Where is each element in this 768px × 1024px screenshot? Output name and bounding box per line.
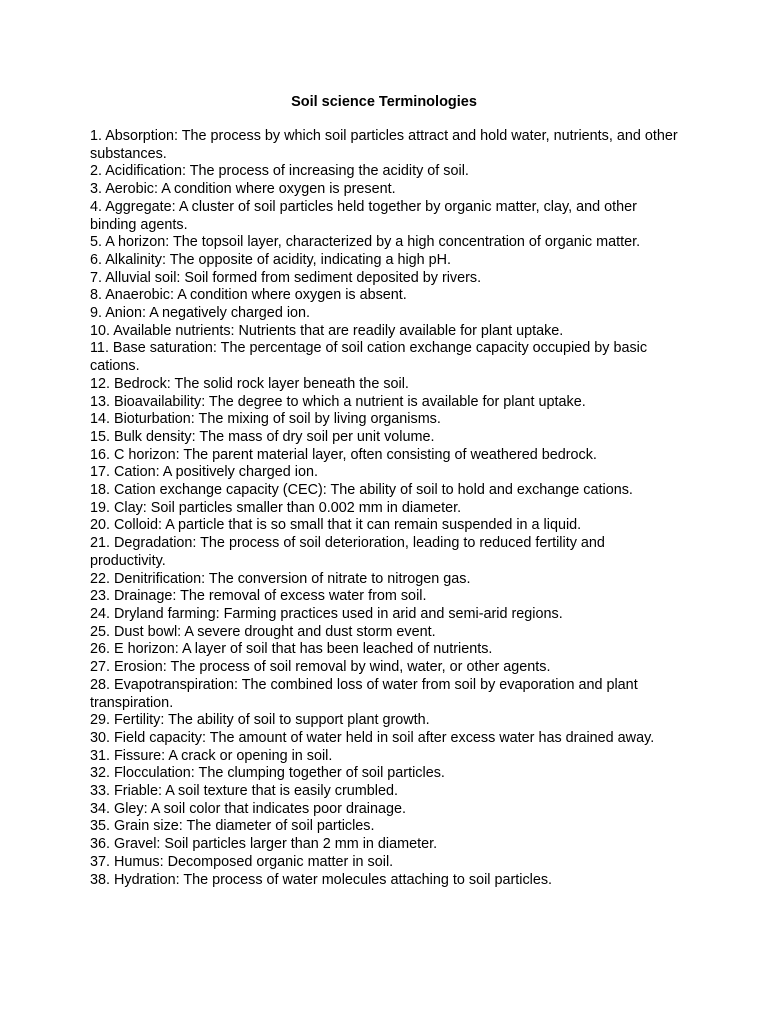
term-item: 32. Flocculation: The clumping together of soil particles.: [90, 765, 445, 782]
term-item: 36. Gravel: Soil particles larger than 2 mm in diameter.: [90, 836, 438, 853]
term-item: 2. Acidification: The process of increasing the acidity of soil.: [90, 163, 469, 180]
term-item: 11. Base saturation: The percentage of soil cation exchange capacity occupied by basic cations.: [90, 340, 648, 375]
term-item: 37. Humus: Decomposed organic matter in soil.: [90, 853, 394, 870]
term-item: 35. Grain size: The diameter of soil particles.: [90, 818, 375, 835]
term-item: 1. Absorption: The process by which soil particles attract and hold water, nutrients, and other substances.: [90, 128, 678, 162]
term-item: 5. A horizon: The topsoil layer, characterized by a high concentration of organic matter.: [90, 234, 641, 251]
term-item: 13. Bioavailability: The degree to which a nutrient is available for plant uptake.: [90, 393, 586, 410]
term-item: 28. Evapotranspiration: The combined loss of water from soil by evaporation and plant transpiration.: [90, 676, 638, 711]
term-item: 12. Bedrock: The solid rock layer beneath the soil.: [90, 375, 409, 392]
term-item: 33. Friable: A soil texture that is easily crumbled.: [90, 783, 398, 800]
term-item: 21. Degradation: The process of soil deterioration, leading to reduced fertility and productivity.: [90, 535, 605, 569]
term-item: 8. Anaerobic: A condition where oxygen is absent.: [90, 287, 407, 304]
term-item: 15. Bulk density: The mass of dry soil per unit volume.: [90, 428, 435, 445]
term-item: 26. E horizon: A layer of soil that has been leached of nutrients.: [90, 641, 493, 658]
term-item: 7. Alluvial soil: Soil formed from sediment deposited by rivers.: [90, 269, 482, 286]
term-item: 16. C horizon: The parent material layer, often consisting of weathered bedrock.: [90, 446, 597, 463]
term-item: 38. Hydration: The process of water molecules attaching to soil particles.: [90, 871, 553, 888]
term-item: 25. Dust bowl: A severe drought and dust storm event.: [90, 623, 436, 640]
term-item: 22. Denitrification: The conversion of nitrate to nitrogen gas.: [90, 570, 471, 587]
term-item: 30. Field capacity: The amount of water held in soil after excess water has drained away.: [90, 729, 655, 746]
term-item: 6. Alkalinity: The opposite of acidity, indicating a high pH.: [90, 251, 452, 268]
term-item: 20. Colloid: A particle that is so small that it can remain suspended in a liquid.: [90, 517, 582, 534]
term-item: 24. Dryland farming: Farming practices used in arid and semi-arid regions.: [90, 605, 563, 622]
term-item: 31. Fissure: A crack or opening in soil.: [90, 747, 333, 764]
term-item: 14. Bioturbation: The mixing of soil by living organisms.: [90, 411, 441, 428]
term-item: 23. Drainage: The removal of excess water from soil.: [90, 588, 427, 605]
term-item: 10. Available nutrients: Nutrients that are readily available for plant uptake.: [90, 322, 564, 339]
term-item: 18. Cation exchange capacity (CEC): The ability of soil to hold and exchange cations.: [90, 482, 633, 499]
document-title: Soil science Terminologies: [291, 94, 477, 110]
term-item: 17. Cation: A positively charged ion.: [90, 464, 318, 481]
terminology-list: [90, 128, 682, 889]
term-item: 9. Anion: A negatively charged ion.: [90, 305, 311, 322]
term-item: 19. Clay: Soil particles smaller than 0.002 mm in diameter.: [90, 499, 462, 516]
term-item: 34. Gley: A soil color that indicates poor drainage.: [90, 800, 406, 817]
term-item: 27. Erosion: The process of soil removal by wind, water, or other agents.: [90, 659, 551, 676]
term-item: 4. Aggregate: A cluster of soil particles held together by organic matter, clay, and other binding agents.: [90, 198, 637, 233]
term-item: 29. Fertility: The ability of soil to support plant growth.: [90, 712, 430, 729]
term-item: 3. Aerobic: A condition where oxygen is present.: [90, 181, 396, 198]
